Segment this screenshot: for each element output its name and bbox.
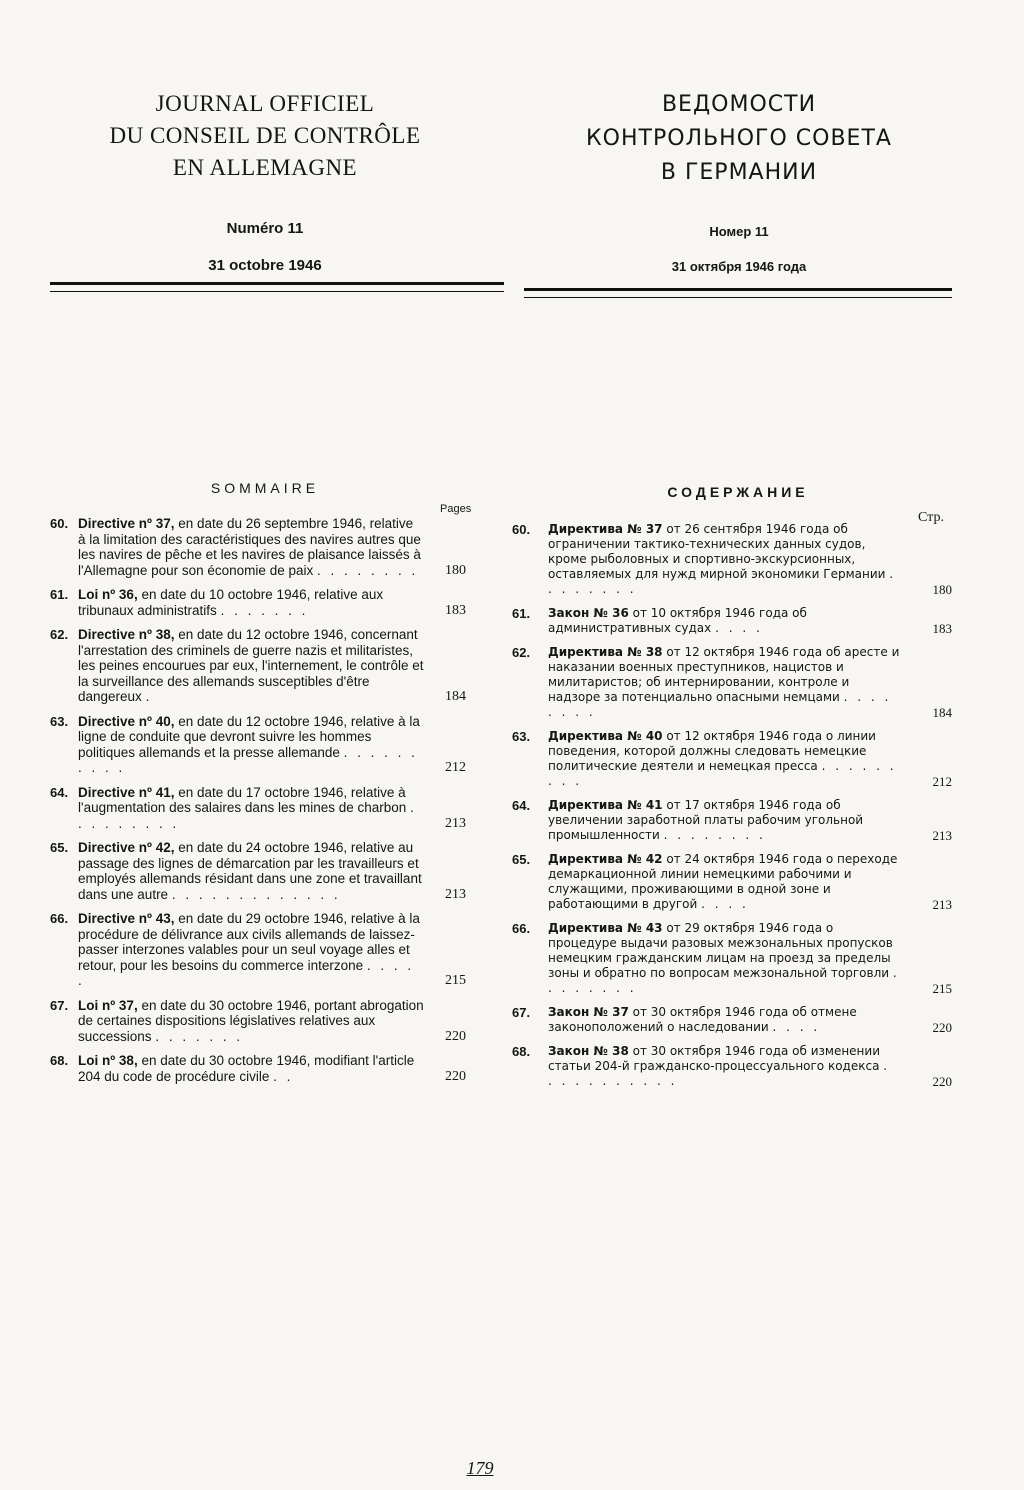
entry-reference: Loi nº 38,	[78, 1053, 138, 1068]
entry-number: 60.	[512, 522, 531, 537]
entry-reference: Директива № 38	[548, 645, 663, 659]
toc-heading-french: SOMMAIRE	[210, 480, 320, 496]
entry-number: 61.	[50, 587, 69, 602]
entry-number: 68.	[50, 1053, 69, 1068]
entry-page: 184	[445, 689, 466, 704]
toc-list-russian	[512, 522, 952, 1098]
toc-entry: 67. Loi nº 37, en date du 30 octobre 1946, portant abrogation de certaines dispositions législatives relatives aux successions . . . . . . . 220	[50, 997, 466, 1044]
entry-number: 62.	[50, 627, 69, 642]
entry-reference: Directive nº 40,	[78, 713, 175, 729]
entry-reference: Loi nº 36,	[78, 587, 138, 602]
toc-entry: 64. Directive nº 41, en date du 17 octobre 1946, relative à l'augmentation des salaires dans les mines de charbon . . . . . . . . . 213	[50, 784, 466, 831]
entry-description: от 30 октября 1946 года об отмене законоположений о наследовании	[548, 1005, 857, 1034]
entry-page: 215	[932, 981, 952, 996]
toc-entry: 66. Директива № 43 от 29 октября 1946 года о процедуре выдачи разовых межзональных пропусков немецким гражданским лицам на проезд за пределы зоны и обратно по вопросам межзональной торговли . . . . . . . . 215	[512, 921, 952, 996]
page-number: 179	[466, 1458, 494, 1478]
entry-page: 220	[932, 1074, 952, 1089]
entry-description: от 30 октября 1946 года об изменении статьи 204-й гражданско-процессуального кодекса	[548, 1044, 880, 1073]
masthead-french	[50, 88, 480, 274]
toc-entry: 60. Директива № 37 от 26 сентября 1946 года об ограничении тактико-технических данных судов, кроме рыболовных и спортивно-экскурсионных, оставляемых для нужд мирной экономики Германии . . . . . . . . 180	[512, 522, 952, 597]
entry-page: 180	[445, 562, 466, 578]
entry-number: 65.	[512, 852, 531, 867]
issue-number: Numéro 11	[226, 220, 304, 237]
entry-reference: Directive nº 37,	[78, 516, 175, 531]
journal-title-line: В ГЕРМАНИИ	[660, 160, 818, 185]
entry-number: 61.	[512, 606, 531, 621]
journal-title-line: КОНТРОЛЬНОГО СОВЕТА	[586, 126, 892, 151]
entry-page: 220	[445, 1028, 466, 1044]
entry-reference: Loi nº 37,	[78, 997, 138, 1013]
entry-description: en date du 30 octobre 1946, modifiant l'article 204 du code de procédure civile	[78, 1053, 415, 1084]
journal-title-line: JOURNAL OFFICIEL	[155, 91, 375, 116]
journal-title-line: ВЕДОМОСТИ	[661, 92, 817, 117]
toc-entry: 62. Директива № 38 от 12 октября 1946 года об аресте и наказании военных преступников, нацистов и милитаристов; об интернировании, контроле и надзоре за потенциально опасными немцами . . . . . . . . 184	[512, 645, 952, 720]
masthead-russian	[524, 88, 954, 274]
toc-heading-russian: СОДЕРЖАНИЕ	[667, 484, 809, 500]
entry-number: 67.	[512, 1005, 531, 1020]
entry-description: en date du 17 octobre 1946, relative à l'augmentation des salaires dans les mines de charbon	[78, 784, 407, 815]
entry-page: 220	[932, 1020, 952, 1035]
toc-entry: 63. Directive nº 40, en date du 12 octobre 1946, relative à la ligne de conduite que devront suivre les hommes politiques allemands et la presse allemande . . . . . . . . . . 212	[50, 713, 466, 775]
entry-description: en date du 30 octobre 1946, portant abrogation de certaines dispositions législatives relatives aux successions	[78, 997, 424, 1044]
entry-reference: Закон № 36	[548, 606, 629, 620]
toc-entry: 61. Loi nº 36, en date du 10 octobre 1946, relative aux tribunaux administratifs . . . . . . . 183	[50, 587, 466, 618]
toc-entry: 66. Directive nº 43, en date du 29 octobre 1946, relative à la procédure de délivrance aux civils allemands de laissez-passer interzones valables pour un seul voyage alles et retour, pour les besoins du commerce interzone . . . . . 215	[50, 911, 466, 988]
entry-number: 64.	[512, 798, 531, 813]
entry-description: en date du 24 octobre 1946, relative au passage des lignes de démarcation par les travailleurs et employés allemands résidant dans une zone et travaillant dans une autre	[78, 840, 422, 902]
entry-page: 212	[932, 774, 952, 789]
entry-reference: Directive nº 42,	[78, 840, 175, 855]
entry-description: en date du 26 septembre 1946, relative à la limitation des caractéristiques des navires autres que les navires de pêche et les navires de plaisance laissés à l'Allemagne pour son économie de paix	[78, 516, 421, 578]
entry-number: 64.	[50, 784, 69, 800]
entry-page: 183	[932, 621, 952, 636]
toc-list-french	[50, 516, 466, 1093]
pages-column-label: Pages	[440, 503, 472, 515]
entry-description: от 29 октября 1946 года о процедуре выдачи разовых межзональных пропусков немецким гражданским лицам на проезд за пределы зоны и обратно по вопросам межзональной торговли	[548, 921, 893, 980]
entry-reference: Директива № 43	[548, 921, 663, 935]
pages-column-label: Стр.	[918, 510, 944, 525]
entry-page: 215	[445, 973, 466, 988]
entry-number: 65.	[50, 840, 69, 855]
issue-date: 31 octobre 1946	[208, 257, 322, 274]
entry-number: 66.	[512, 921, 531, 936]
entry-page: 180	[932, 582, 952, 597]
entry-number: 68.	[512, 1044, 531, 1059]
header-rule-russian	[524, 288, 952, 298]
entry-description: от 26 сентября 1946 года об ограничении тактико-технических данных судов, кроме рыболовных и спортивно-экскурсионных, оставляемых для нужд мирной экономики Германии	[548, 522, 886, 581]
toc-entry: 60. Directive nº 37, en date du 26 septembre 1946, relative à la limitation des caractéristiques des navires autres que les navires de pêche et les navires de plaisance laissés à l'Allemagne pour son économie de paix . . . . . . . . 180	[50, 516, 466, 578]
entry-description: en date du 12 octobre 1946, concernant l'arrestation des criminels de guerre nazis et militaristes, les peines encourues par eux, l'internement, le contrôle et la surveillance des allemands susceptibles d'être dangereux	[78, 627, 424, 704]
toc-entry: 64. Директива № 41 от 17 октября 1946 года об увеличении заработной платы рабочим угольной промышленности . . . . . . . . 213	[512, 798, 952, 843]
entry-reference: Закон № 38	[548, 1044, 629, 1058]
entry-description: от 12 октября 1946 года о линии поведения, которой должны следовать немецкие политические деятели и немецкая пресса	[548, 729, 876, 773]
entry-reference: Directive nº 41,	[78, 784, 175, 800]
entry-page: 213	[445, 886, 466, 902]
entry-page: 212	[445, 760, 466, 775]
toc-entry: 61. Закон № 36 от 10 октября 1946 года об административных судах . . . . 183	[512, 606, 952, 636]
entry-description: en date du 10 octobre 1946, relative aux tribunaux administratifs	[78, 587, 384, 618]
entry-page: 213	[445, 815, 466, 831]
toc-entry: 68. Закон № 38 от 30 октября 1946 года об изменении статьи 204-й гражданско-процессуального кодекса . . . . . . . . . . . 220	[512, 1044, 952, 1089]
entry-page: 183	[445, 602, 466, 618]
entry-page: 213	[932, 897, 952, 912]
issue-date: 31 октября 1946 года	[671, 259, 807, 274]
entry-description: от 12 октября 1946 года об аресте и наказании военных преступников, нацистов и милитаристов; об интернировании, контроле и надзоре за потенциально опасными немцами	[548, 645, 900, 704]
entry-number: 67.	[50, 997, 69, 1013]
entry-description: en date du 12 octobre 1946, relative à la ligne de conduite que devront suivre les hommes politiques allemands et la presse allemande	[78, 713, 420, 760]
toc-entry: 67. Закон № 37 от 30 октября 1946 года об отмене законоположений о наследовании . . . . 220	[512, 1005, 952, 1035]
issue-number: Номер 11	[709, 224, 769, 239]
entry-number: 63.	[50, 713, 69, 729]
header-rule-french	[50, 282, 504, 292]
entry-number: 62.	[512, 645, 531, 660]
toc-entry: 62. Directive nº 38, en date du 12 octobre 1946, concernant l'arrestation des criminels de guerre nazis et militaristes, les peines encourues par eux, l'internement, le contrôle et la surveillance des allemands susceptibles d'être dangereux . 184	[50, 627, 466, 704]
toc-entry: 68. Loi nº 38, en date du 30 octobre 1946, modifiant l'article 204 du code de procédure civile . . 220	[50, 1053, 466, 1084]
entry-reference: Директива № 40	[548, 729, 663, 743]
entry-description: от 17 октября 1946 года об увеличении заработной платы рабочим угольной промышленности	[548, 798, 864, 842]
entry-reference: Директива № 37	[548, 522, 663, 536]
toc-entry: 65. Directive nº 42, en date du 24 octobre 1946, relative au passage des lignes de démarcation par les travailleurs et employés allemands résidant dans une zone et travaillant dans une autre . . . . . . . . . . . . . 213	[50, 840, 466, 902]
entry-description: от 24 октября 1946 года о переходе демаркационной линии немецкими рабочими и служащими, проживающими в одной зоне и работающими в другой	[548, 852, 898, 911]
entry-reference: Директива № 41	[548, 798, 663, 812]
entry-page: 213	[932, 828, 952, 843]
entry-reference: Directive nº 43,	[78, 911, 175, 926]
entry-description: от 10 октября 1946 года об административных судах	[548, 606, 807, 635]
toc-entry: 63. Директива № 40 от 12 октября 1946 года о линии поведения, которой должны следовать немецкие политические деятели и немецкая пресса . . . . . . . . . 212	[512, 729, 952, 789]
journal-title-line: DU CONSEIL DE CONTRÔLE	[109, 123, 421, 148]
entry-number: 60.	[50, 516, 69, 531]
entry-description: en date du 29 octobre 1946, relative à la procédure de délivrance aux civils allemands de laissez-passer interzones valables pour un seul voyage alles et retour, pour les besoins du commerce interzone	[78, 911, 420, 973]
entry-reference: Закон № 37	[548, 1005, 629, 1019]
entry-page: 184	[932, 705, 952, 720]
journal-title-line: EN ALLEMAGNE	[172, 155, 358, 180]
toc-entry: 65. Директива № 42 от 24 октября 1946 года о переходе демаркационной линии немецкими рабочими и служащими, проживающими в одной зоне и работающими в другой . . . . 213	[512, 852, 952, 912]
entry-page: 220	[445, 1068, 466, 1084]
entry-number: 66.	[50, 911, 69, 926]
entry-number: 63.	[512, 729, 531, 744]
entry-reference: Directive nº 38,	[78, 627, 175, 642]
entry-reference: Директива № 42	[548, 852, 663, 866]
